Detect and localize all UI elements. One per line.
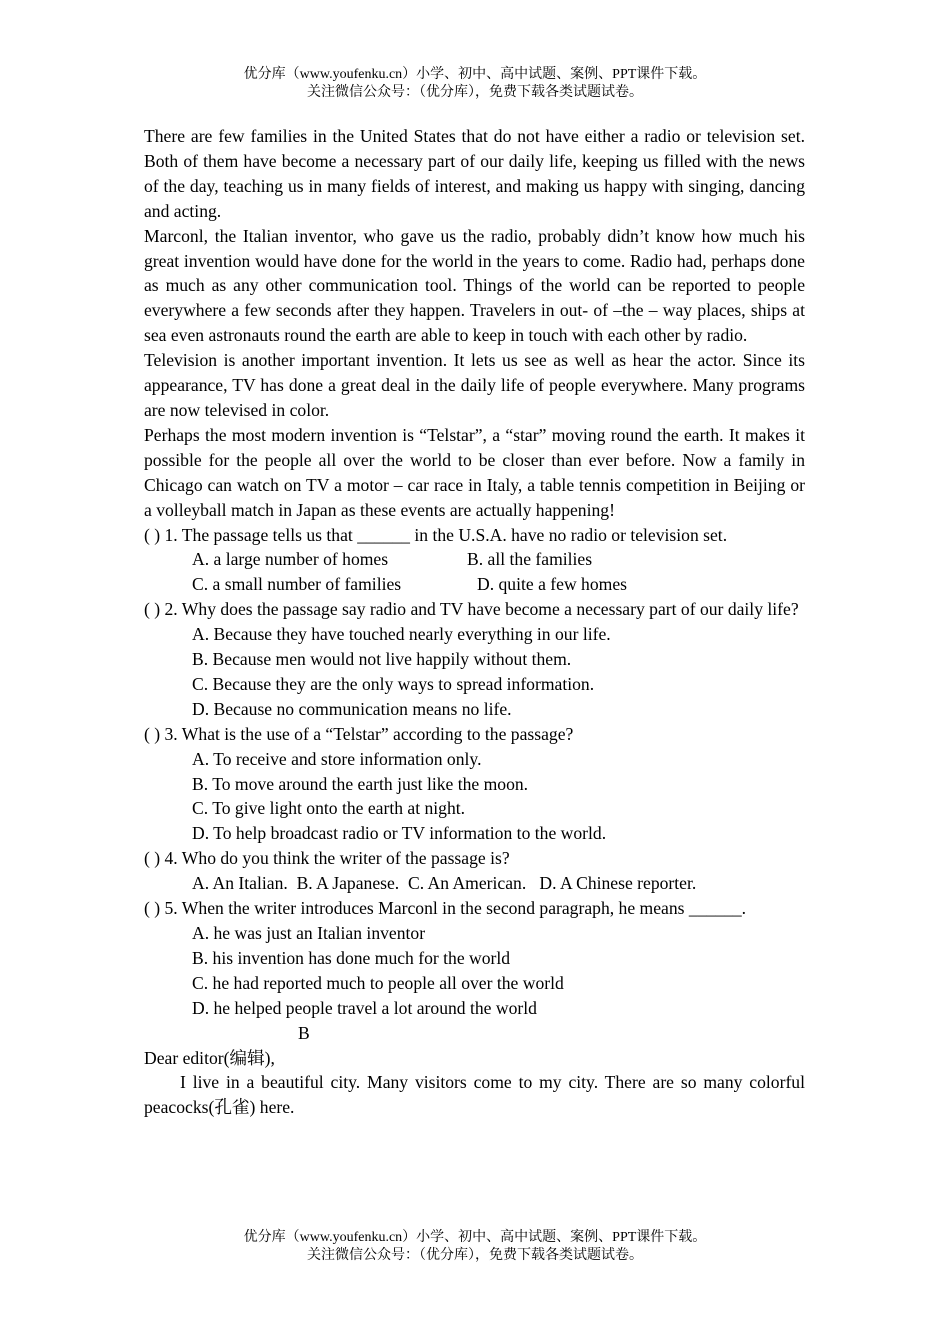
header-line-2: 关注微信公众号：（优分库），免费下载各类试题试卷。	[307, 85, 643, 100]
passage-b-salutation: Dear editor(编辑),	[144, 1047, 275, 1068]
passage-a-paragraph-4: Perhaps the most modern invention is “Telstar”, a “star” moving round the earth. It makes it possible for the people all over the world to be closer than ever before. Now a family in Chicago can watch on TV a motor – car race in Italy, a table tennis competition in Beijing or a volleyball match in Japan as these events are actually happening!	[144, 424, 805, 520]
question-1-option-a: A. a large number of homes	[192, 549, 389, 570]
question-3-option-a: A. To receive and store information only.	[192, 748, 482, 769]
question-3-option-d: D. To help broadcast radio or TV information to the world.	[192, 823, 607, 844]
question-5-option-c: C. he had reported much to people all over the world	[192, 972, 564, 993]
question-1-option-d: D. quite a few homes	[477, 574, 627, 595]
page-footer	[0, 1229, 950, 1265]
question-4-options: A. An Italian. B. A Japanese. C. An American. D. A Chinese reporter.	[192, 873, 697, 894]
passage-a-paragraph-1: There are few families in the United States that do not have either a radio or television set. Both of them have become a necessary part of our daily life, keeping us filled with the news of the day, teaching us in many fields of interest, and making us happy with singing, dancing and acting.	[144, 126, 805, 221]
question-5-stem: ( ) 5. When the writer introduces Marconl in the second paragraph, he means ______.	[144, 898, 747, 919]
question-2-option-a: A. Because they have touched nearly everything in our life.	[192, 624, 611, 645]
document-body	[144, 124, 805, 1120]
question-1-option-c: C. a small number of families	[192, 574, 402, 595]
question-1-option-b: B. all the families	[467, 549, 593, 570]
question-1-stem: ( ) 1. The passage tells us that ______ in the U.S.A. have no radio or television set.	[144, 524, 728, 545]
question-3-option-c: C. To give light onto the earth at night.	[192, 798, 466, 819]
question-1-options-row-1	[144, 547, 805, 572]
footer-line-2: 关注微信公众号：（优分库），免费下载各类试题试卷。	[307, 1248, 643, 1263]
question-3-stem: ( ) 3. What is the use of a “Telstar” according to the passage?	[144, 723, 574, 744]
question-1-options-row-2	[144, 572, 805, 597]
page-header	[0, 66, 950, 102]
passage-a-paragraph-3: Television is another important invention. It lets us see as well as hear the actor. Since its appearance, TV has done a great deal in the daily life of people everywhere. Many programs are now televised in color.	[144, 350, 805, 420]
passage-b-paragraph-1: I live in a beautiful city. Many visitors come to my city. There are so many colorful peacocks(孔雀) here.	[144, 1072, 805, 1118]
question-2-option-d: D. Because no communication means no life.	[192, 698, 512, 719]
header-line-1: 优分库（www.youfenku.cn）小学、初中、高中试题、案例、PPT课件下载。	[243, 67, 707, 82]
question-2-option-c: C. Because they are the only ways to spread information.	[192, 673, 595, 694]
passage-b-label: B	[298, 1022, 310, 1043]
question-4-stem: ( ) 4. Who do you think the writer of the passage is?	[144, 848, 510, 869]
question-5-option-a: A. he was just an Italian inventor	[192, 923, 426, 943]
question-3-option-b: B. To move around the earth just like the moon.	[192, 773, 529, 794]
question-5-option-d: D. he helped people travel a lot around the world	[192, 997, 537, 1018]
passage-a-paragraph-2: Marconl, the Italian inventor, who gave us the radio, probably didn’t know how much his great invention would have done for the world in the years to come. Radio had, perhaps done as much as any other communication tool. Things of the world can be reported to people everywhere a few seconds after they happen. Travelers in out- of –the – way places, ships at sea even astronauts round the earth are able to keep in touch with each other by radio.	[144, 225, 805, 346]
question-2-stem: ( ) 2. Why does the passage say radio and TV have become a necessary part of our daily life?	[144, 599, 799, 620]
question-2-option-b: B. Because men would not live happily without them.	[192, 649, 572, 670]
question-5-option-b: B. his invention has done much for the world	[192, 947, 511, 968]
footer-line-1: 优分库（www.youfenku.cn）小学、初中、高中试题、案例、PPT课件下载。	[243, 1230, 707, 1245]
